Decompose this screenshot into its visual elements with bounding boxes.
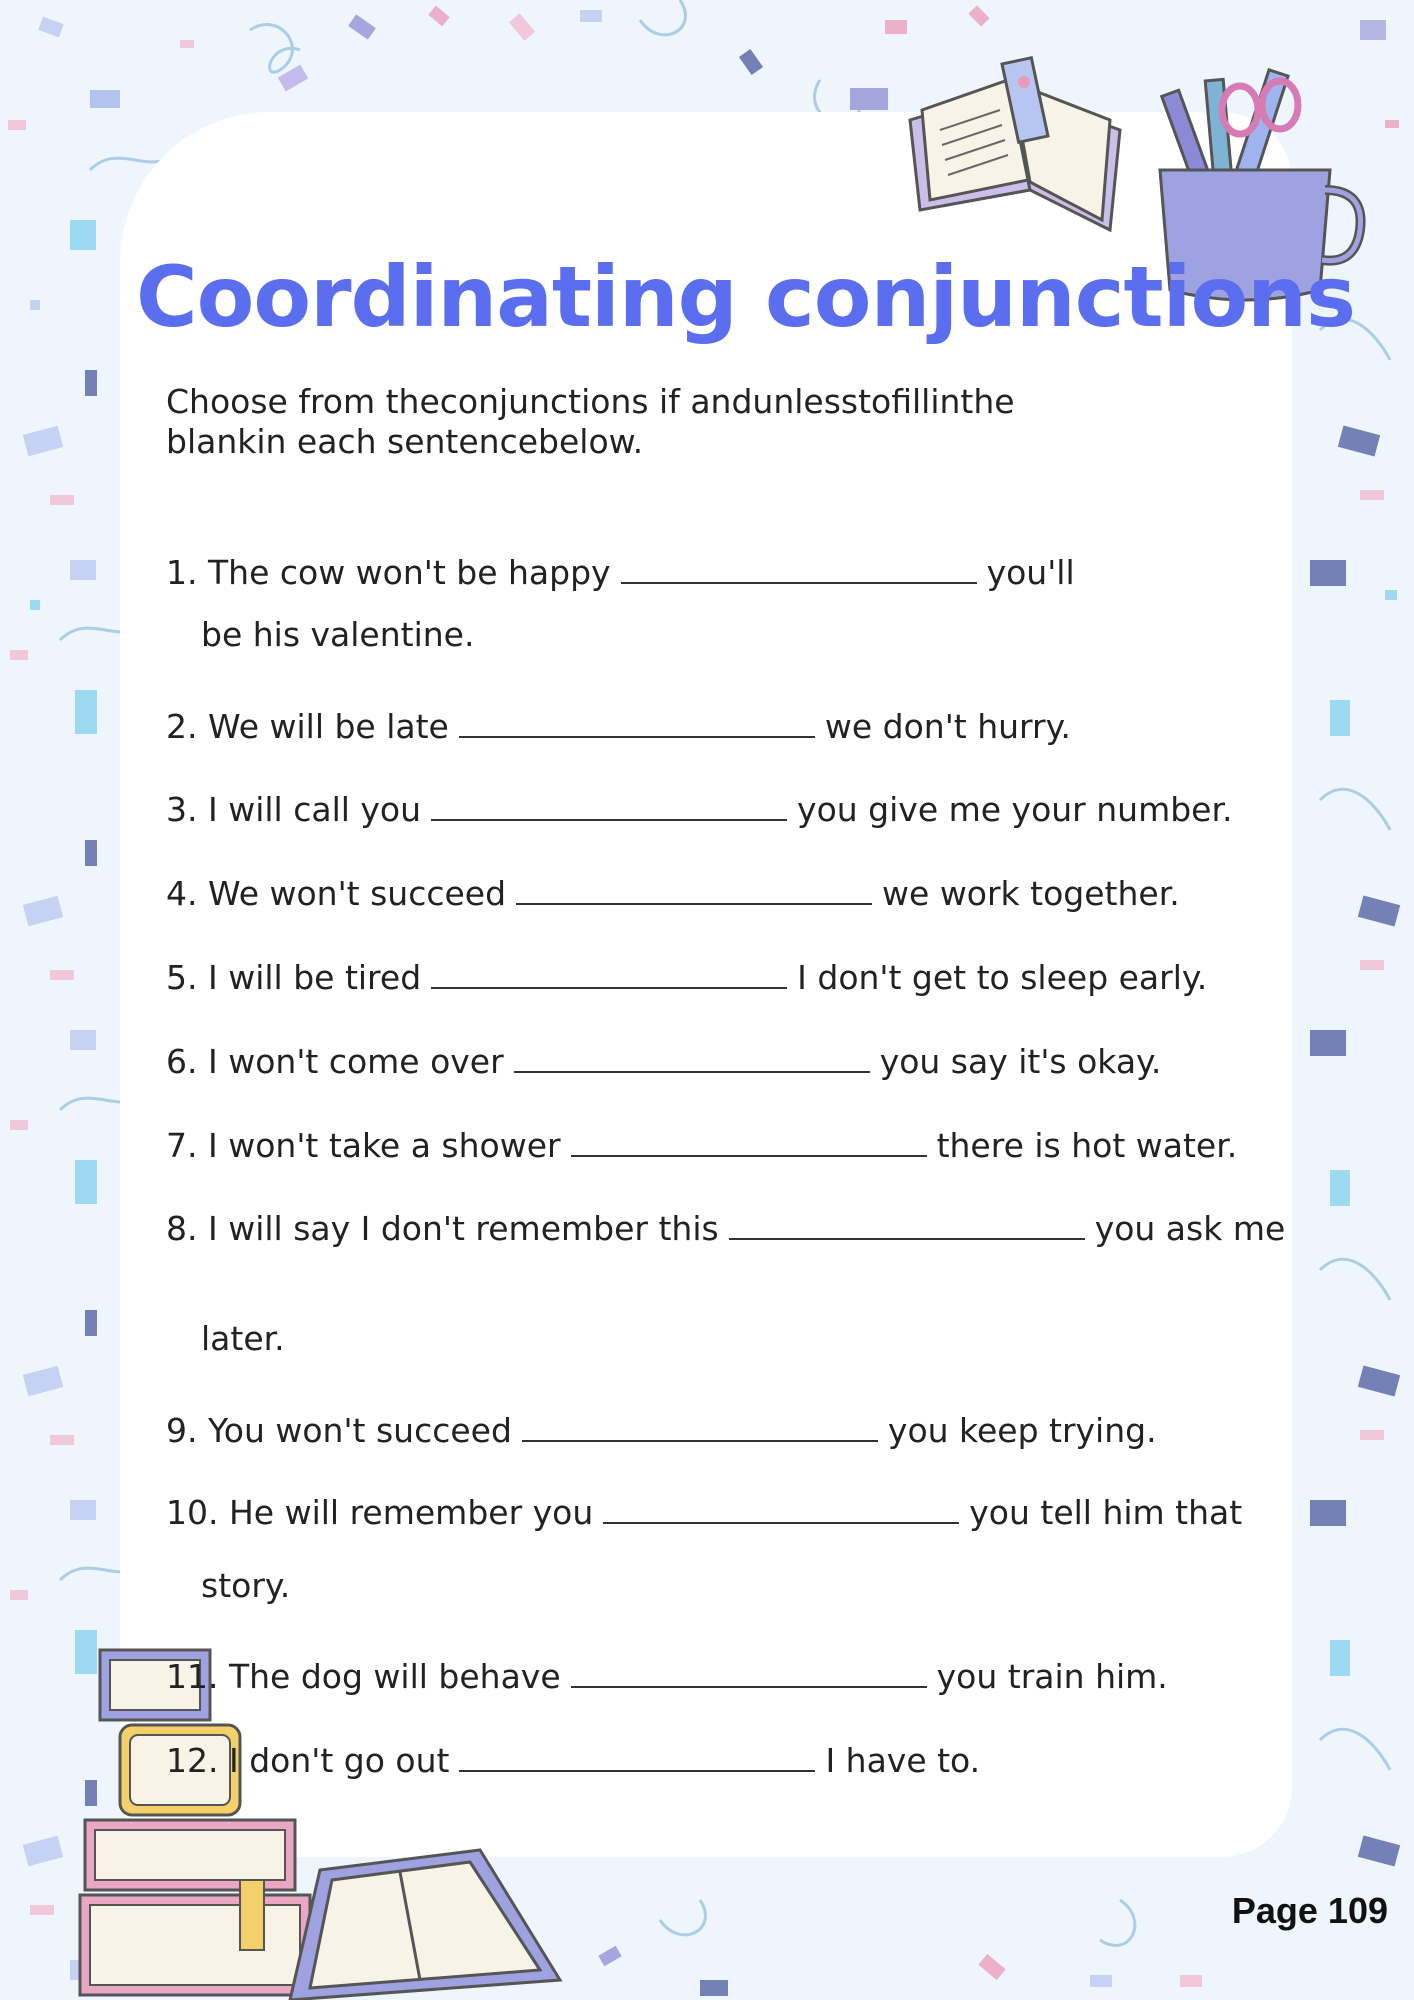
answer-blank[interactable] (603, 1494, 959, 1524)
question-5 (166, 958, 1207, 998)
question-1 (166, 553, 1075, 593)
question-3 (166, 790, 1233, 830)
page-title: Coordinating conjunctions (136, 248, 1355, 346)
answer-blank[interactable] (431, 791, 787, 821)
question-10 (166, 1493, 1242, 1533)
question-text-before: He will remember you (228, 1493, 594, 1532)
answer-blank[interactable] (516, 875, 872, 905)
question-6 (166, 1042, 1161, 1082)
question-text-before: I will say I don't remember this (208, 1209, 719, 1248)
question-text-after: you keep trying. (887, 1411, 1157, 1450)
question-number: 6. (166, 1042, 198, 1081)
question-number: 8. (166, 1209, 198, 1248)
answer-blank[interactable] (431, 959, 787, 989)
question-text-after: there is hot water. (936, 1126, 1238, 1165)
question-number: 7. (166, 1126, 198, 1165)
question-text-before: We will be late (208, 707, 449, 746)
open-book-icon (890, 40, 1150, 240)
question-text-after: I have to. (825, 1741, 981, 1780)
question-text-before: We won't succeed (208, 874, 507, 913)
question-number: 11. (166, 1657, 219, 1696)
answer-blank[interactable] (571, 1127, 927, 1157)
question-text-after: you ask me (1094, 1209, 1286, 1248)
question-text-before: I will be tired (208, 958, 422, 997)
question-text-before: I will call you (208, 790, 422, 829)
question-text-after: I don't get to sleep early. (797, 958, 1208, 997)
question-8 (166, 1209, 1285, 1249)
question-7 (166, 1126, 1237, 1166)
question-text-after: we work together. (882, 874, 1180, 913)
answer-blank[interactable] (459, 1742, 815, 1772)
question-text-before: I won't take a shower (208, 1126, 561, 1165)
answer-blank[interactable] (522, 1412, 878, 1442)
question-2 (166, 707, 1071, 747)
question-12 (166, 1741, 980, 1781)
question-number: 12. (166, 1741, 219, 1780)
question-number: 9. (166, 1411, 198, 1450)
question-number: 5. (166, 958, 198, 997)
question-text-after: you give me your number. (797, 790, 1233, 829)
question-text-before: The dog will behave (228, 1657, 561, 1696)
answer-blank[interactable] (571, 1658, 927, 1688)
question-text-before: I won't come over (208, 1042, 504, 1081)
question-9 (166, 1411, 1157, 1451)
question-text-after: you tell him that (969, 1493, 1243, 1532)
question-8-continuation: later. (201, 1319, 285, 1358)
question-10-continuation: story. (201, 1566, 291, 1605)
answer-blank[interactable] (621, 554, 977, 584)
question-text-after: you train him. (936, 1657, 1168, 1696)
question-number: 4. (166, 874, 198, 913)
question-number: 1. (166, 553, 198, 592)
question-number: 10. (166, 1493, 219, 1532)
question-text-before: You won't succeed (208, 1411, 512, 1450)
question-number: 2. (166, 707, 198, 746)
answer-blank[interactable] (514, 1043, 870, 1073)
question-11 (166, 1657, 1168, 1697)
question-1-continuation: be his valentine. (201, 615, 475, 654)
answer-blank[interactable] (729, 1210, 1085, 1240)
question-text-before: The cow won't be happy (208, 553, 611, 592)
question-4 (166, 874, 1180, 914)
question-number: 3. (166, 790, 198, 829)
question-text-after: you'll (986, 553, 1075, 592)
page-number: Page 109 (1231, 1890, 1388, 1931)
question-text-after: you say it's okay. (879, 1042, 1162, 1081)
answer-blank[interactable] (459, 708, 815, 738)
question-text-after: we don't hurry. (824, 707, 1071, 746)
instructions-text: Choose from theconjunctions if andunlesstofillinthe blankin each sentencebelow. (166, 382, 1015, 461)
question-text-before: I don't go out (228, 1741, 450, 1780)
